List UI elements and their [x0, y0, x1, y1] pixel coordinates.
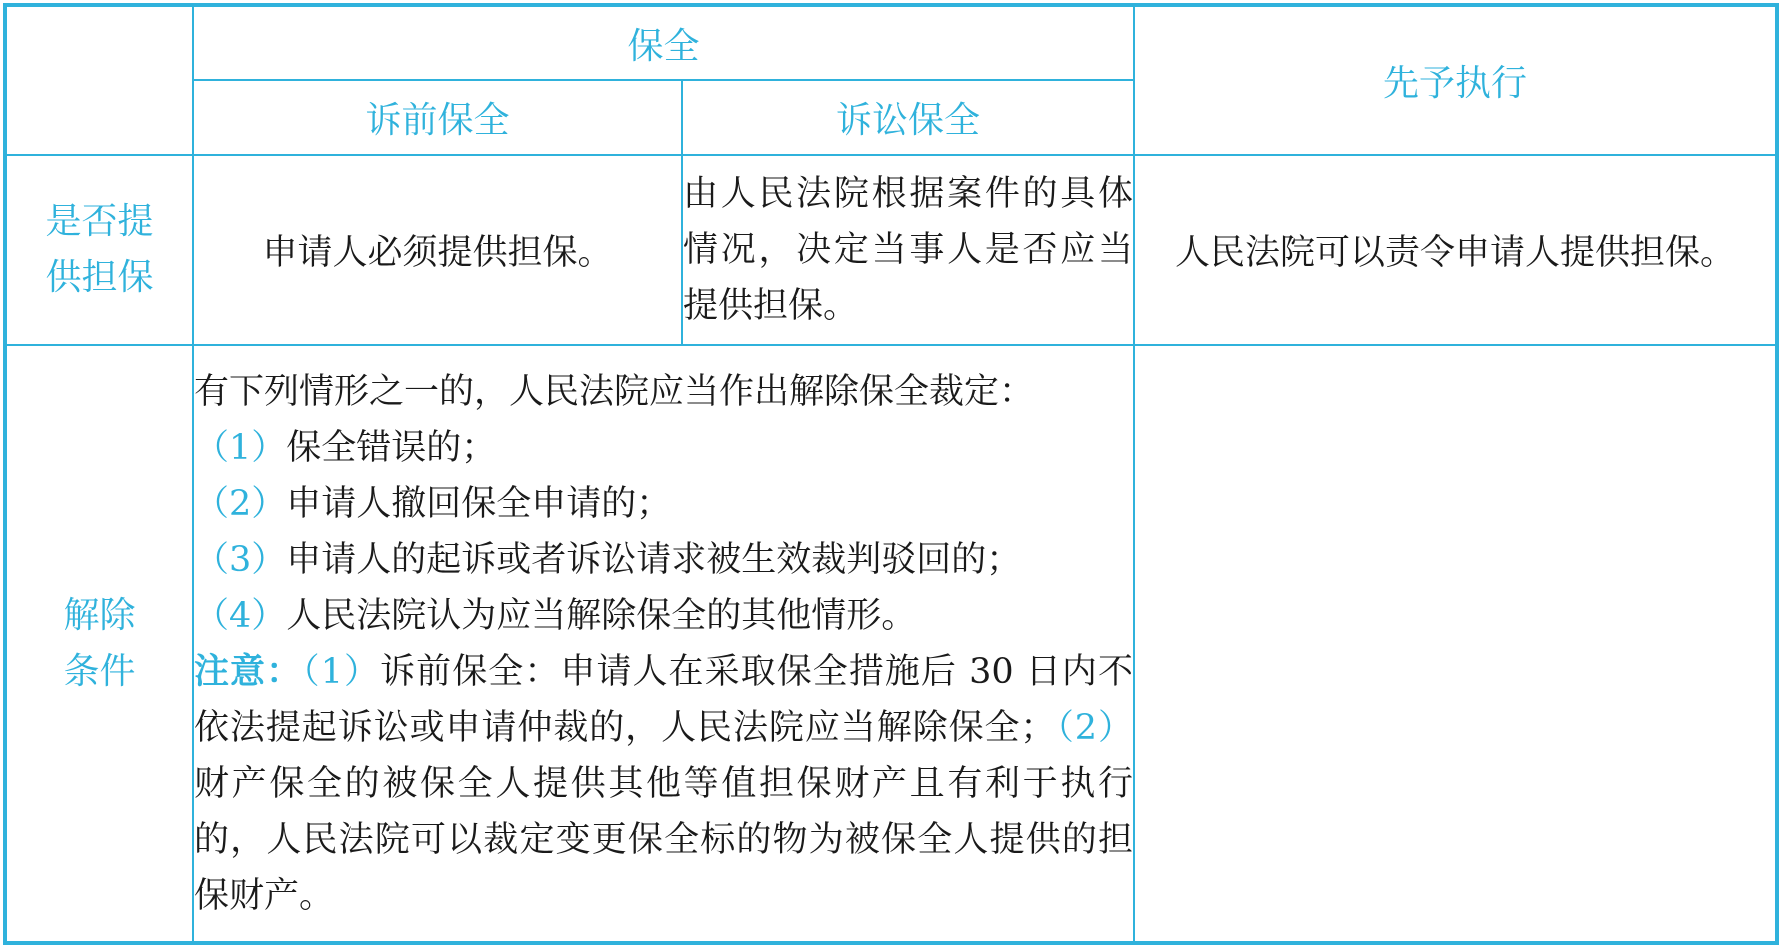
row-label-release-line2: 条件 — [63, 650, 136, 692]
header-pre-litigation: 诉前保全 — [193, 80, 682, 155]
release-item — [194, 588, 1133, 644]
note-label: 注意： — [194, 650, 303, 692]
header-litigation: 诉讼保全 — [682, 80, 1134, 155]
release-item-text: 申请人撤回保全申请的； — [286, 483, 672, 524]
row-label-guarantee-line2: 供担保 — [45, 257, 154, 298]
header-row-1 — [5, 5, 1777, 80]
row-label-guarantee-line1: 是否提 — [45, 201, 154, 242]
release-item — [194, 476, 1133, 532]
cell-guarantee-litigation: 由人民法院根据案件的具体情况，决定当事人是否应当提供担保。 — [682, 155, 1134, 345]
header-advance-execution: 先予执行 — [1134, 5, 1777, 155]
cell-release-conditions — [193, 345, 1134, 943]
row-label-release-line1: 解除 — [63, 594, 136, 636]
preservation-comparison-table — [3, 3, 1779, 945]
release-item-number: （1） — [194, 427, 287, 468]
release-intro: 有下列情形之一的，人民法院应当作出解除保全裁定： — [194, 371, 1035, 412]
release-item-number: （4） — [194, 595, 287, 636]
row-release — [5, 345, 1777, 943]
note-text-2: 财产保全的被保全人提供其他等值担保财产且有利于执行的，人民法院可以裁定变更保全标的物为被保全人提供的担保财产。 — [194, 763, 1134, 916]
note-number-1: （1） — [302, 651, 381, 692]
release-item — [194, 420, 1133, 476]
corner-cell — [5, 5, 193, 155]
release-item-text: 人民法院认为应当解除保全的其他情形。 — [286, 595, 917, 636]
release-item-number: （2） — [194, 483, 287, 524]
row-label-release — [5, 345, 193, 943]
cell-guarantee-advance-execution: 人民法院可以责令申请人提供担保。 — [1134, 155, 1777, 345]
cell-release-advance-execution — [1134, 345, 1777, 943]
release-item-number: （3） — [194, 539, 287, 580]
header-preservation: 保全 — [193, 5, 1134, 80]
note-number-2: （2） — [1055, 707, 1134, 748]
release-item-text: 申请人的起诉或者诉讼请求被生效裁判驳回的； — [286, 539, 1022, 580]
release-note — [194, 644, 1133, 924]
note-text-1: 诉前保全：申请人在采取保全措施后 30 日内不依法提起诉讼或申请仲裁的，人民法院应当解除保全； — [194, 651, 1133, 748]
release-item-text: 保全错误的； — [286, 427, 497, 468]
row-label-guarantee — [5, 155, 193, 345]
release-item — [194, 532, 1133, 588]
cell-guarantee-pre-litigation: 申请人必须提供担保。 — [193, 155, 682, 345]
row-guarantee — [5, 155, 1777, 345]
